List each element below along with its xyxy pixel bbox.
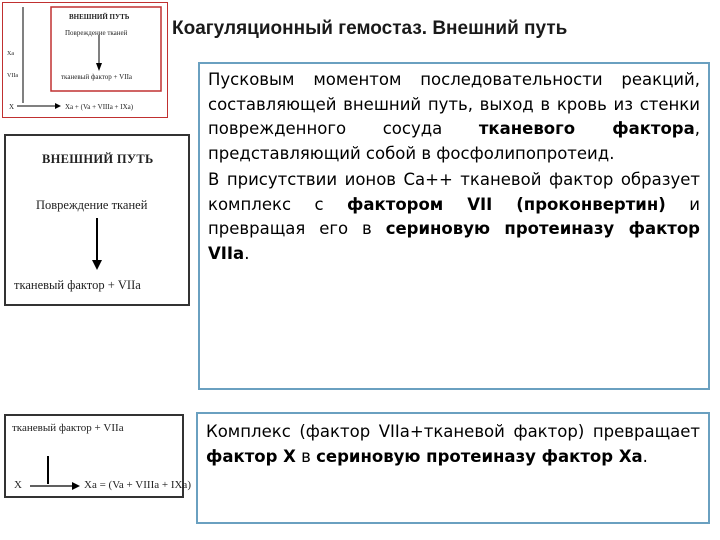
thumbnail-diagram <box>2 2 168 118</box>
diagram-bottom-x: X <box>14 479 22 491</box>
p2-mid: и превращая его в <box>208 194 701 238</box>
p3-mid: в <box>295 446 317 466</box>
thumb-step2: тканевый фактор + VIIa <box>61 73 133 81</box>
p1-bold: тканевого фактора <box>478 119 695 138</box>
p2-bold1: фактором VII (проконвертин) <box>347 194 666 214</box>
page-title: Коагуляционный гемостаз. Внешний путь <box>172 18 568 39</box>
diagram-step2: тканевый фактор + VIIa <box>14 278 141 292</box>
text-box-extrinsic <box>198 62 710 390</box>
p2-lead: В присутствии ионов Са++ тканевой фактор образует комплекс с <box>208 170 700 214</box>
thumb-bottom-x: X <box>9 103 15 111</box>
paragraph-3 <box>206 420 700 469</box>
thumb-bottom-eq: Xa + (Va + VIIIa + IXa) <box>65 103 134 111</box>
thumb-step1: Повреждение тканей <box>65 29 128 37</box>
thumb-left-xa: Xa <box>7 51 14 57</box>
factor-x-diagram <box>4 414 191 498</box>
diagram-step1: Повреждение тканей <box>36 198 148 212</box>
paragraph-2 <box>208 168 700 266</box>
p2-tail: . <box>244 243 250 263</box>
p3-bold2: сериновую протеиназу фактор Ха <box>316 446 643 466</box>
paragraph-1 <box>208 68 700 166</box>
p2-bold2: сериновую протеиназу фактор VIIa <box>208 219 700 263</box>
p3-lead: Комплекс (фактор VIIa+тканевой фактор) превращает <box>206 422 700 441</box>
p3-tail: . <box>642 446 648 466</box>
diagram-bottom-eq: Xa = (Va + VIIIa + IXa) <box>84 479 191 491</box>
p3-bold1: фактор Х <box>206 446 296 466</box>
diagram-heading: ВНЕШНИЙ ПУТЬ <box>42 152 154 166</box>
p1-tail: , представляющий собой в фосфолипопротеид. <box>208 119 700 163</box>
thumb-left-vii: VIIa <box>7 73 18 79</box>
thumb-heading: ВНЕШНИЙ ПУТЬ <box>69 13 130 21</box>
extrinsic-pathway-diagram <box>4 134 190 306</box>
diagram-bottom-top-label: тканевый фактор + VIIa <box>12 422 124 434</box>
text-box-factor-x <box>196 412 710 524</box>
p1-lead: Пусковым моментом последовательности реакций, составляющей внешний путь, выход в кровь из стенки поврежденного сосуда <box>208 70 700 138</box>
